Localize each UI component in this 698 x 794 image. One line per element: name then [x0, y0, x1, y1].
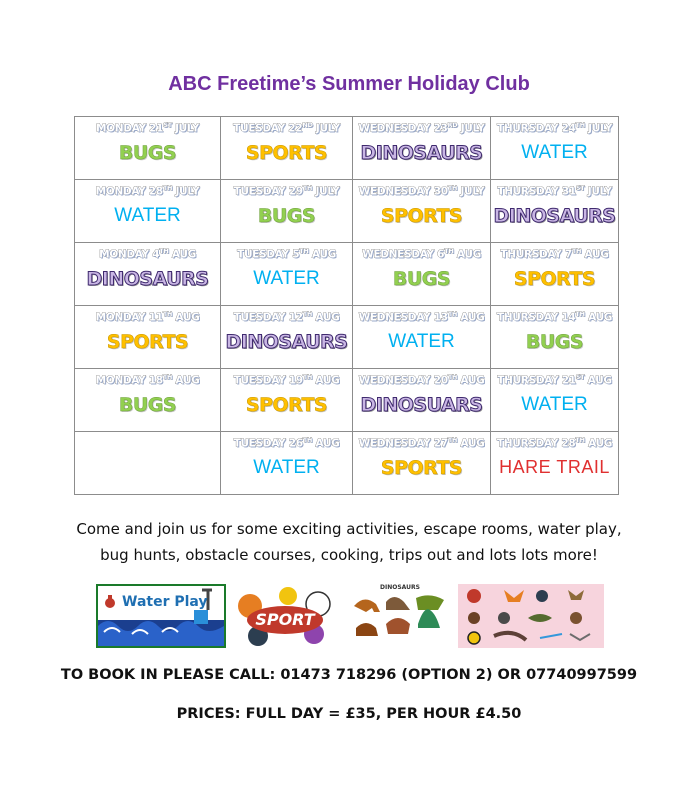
day-label: MONDAY 28TH JULY — [95, 184, 200, 198]
blurb-line-1: Come and join us for some exciting activities, escape rooms, water play, — [76, 520, 622, 538]
schedule-cell — [353, 432, 491, 495]
activity-theme: BUGS — [118, 393, 177, 416]
activity-theme: SPORTS — [513, 267, 596, 290]
day-label: TUESDAY 29TH JULY — [233, 184, 340, 198]
schedule-cell — [353, 306, 491, 369]
schedule-cell — [75, 117, 221, 180]
day-label: THURSDAY 7TH AUG — [500, 247, 609, 261]
activity-theme: BUGS — [257, 204, 316, 227]
blurb-line-2: bug hunts, obstacle courses, cooking, trips out and lots lots more! — [100, 546, 598, 564]
schedule-cell — [491, 306, 619, 369]
day-label: TUESDAY 26TH AUG — [233, 436, 340, 450]
schedule-cell — [75, 432, 221, 495]
schedule-cell — [75, 306, 221, 369]
day-label: THURSDAY 28TH AUG — [496, 436, 613, 450]
schedule-cell — [491, 180, 619, 243]
bugs-graphic — [458, 584, 604, 648]
activity-theme: WATER — [388, 330, 455, 352]
activity-theme: WATER — [253, 267, 320, 289]
schedule-cell — [221, 432, 353, 495]
day-label: WEDNESDAY 6TH AUG — [362, 247, 481, 261]
schedule-cell — [75, 243, 221, 306]
activity-theme: SPORTS — [245, 141, 328, 164]
activity-theme: DINOSAURS — [86, 267, 209, 290]
schedule-cell — [353, 369, 491, 432]
day-label: MONDAY 11TH AUG — [95, 310, 200, 324]
bugs-image — [458, 584, 604, 648]
schedule-cell — [491, 432, 619, 495]
day-label: WEDNESDAY 27TH AUG — [358, 436, 485, 450]
schedule-cell — [491, 117, 619, 180]
schedule-cell — [221, 306, 353, 369]
water-play-label: Water Play — [122, 594, 208, 610]
schedule-cell — [353, 243, 491, 306]
schedule-row — [75, 432, 619, 495]
schedule-row — [75, 117, 619, 180]
activity-images — [96, 584, 604, 650]
activity-theme: WATER — [114, 204, 181, 226]
sport-label: SPORT — [255, 610, 315, 629]
activity-theme: HARE TRAIL — [499, 456, 610, 477]
page-title: ABC Freetime’s Summer Holiday Club — [168, 73, 530, 95]
day-label: TUESDAY 5TH AUG — [237, 247, 336, 261]
schedule-cell — [353, 117, 491, 180]
booking-info: TO BOOK IN PLEASE CALL: 01473 718296 (OPTION 2) OR 07740997599 — [60, 667, 638, 683]
activity-theme: WATER — [253, 456, 320, 478]
activity-theme: BUGS — [525, 330, 584, 353]
schedule-cell — [491, 369, 619, 432]
activity-theme: SPORTS — [380, 204, 463, 227]
day-label: WEDNESDAY 13TH AUG — [358, 310, 485, 324]
water-play-image — [96, 584, 226, 648]
schedule-row — [75, 180, 619, 243]
day-label: THURSDAY 14TH AUG — [496, 310, 613, 324]
schedule-cell — [491, 243, 619, 306]
activity-theme: DINOSAURS — [493, 204, 616, 227]
dinosaurs-label: DINOSAURS — [380, 584, 420, 591]
activity-theme: SPORTS — [245, 393, 328, 416]
day-label: TUESDAY 22ND JULY — [233, 121, 340, 135]
schedule-cell — [75, 369, 221, 432]
sport-image — [230, 584, 340, 648]
activity-theme: SPORTS — [380, 456, 463, 479]
schedule-cell — [221, 369, 353, 432]
schedule-cell — [353, 180, 491, 243]
activity-theme: BUGS — [392, 267, 451, 290]
prices-info: PRICES: FULL DAY = £35, PER HOUR £4.50 — [176, 706, 522, 722]
day-label: WEDNESDAY 30TH JULY — [358, 184, 485, 198]
schedule-row — [75, 306, 619, 369]
day-label: WEDNESDAY 23RD JULY — [358, 121, 485, 135]
activity-theme: BUGS — [118, 141, 177, 164]
day-label: TUESDAY 19TH AUG — [233, 373, 340, 387]
schedule-row — [75, 369, 619, 432]
activity-theme: WATER — [521, 393, 588, 415]
day-label: THURSDAY 24TH JULY — [496, 121, 613, 135]
day-label: THURSDAY 31ST JULY — [497, 184, 612, 198]
schedule-cell — [221, 180, 353, 243]
day-label: MONDAY 18TH AUG — [95, 373, 200, 387]
activity-theme: DINOSUARS — [360, 393, 483, 416]
day-label: MONDAY 4TH AUG — [99, 247, 196, 261]
activity-theme: SPORTS — [106, 330, 189, 353]
activity-theme: WATER — [521, 141, 588, 163]
dinosaurs-image — [346, 584, 452, 648]
day-label: TUESDAY 12TH AUG — [233, 310, 340, 324]
schedule-row — [75, 243, 619, 306]
schedule-table — [74, 116, 619, 495]
schedule-cell — [221, 117, 353, 180]
activity-theme: DINOSAURS — [225, 330, 348, 353]
schedule-cell — [221, 243, 353, 306]
day-label: THURSDAY 21ST AUG — [497, 373, 612, 387]
activity-theme: DINOSAURS — [360, 141, 483, 164]
day-label: WEDNESDAY 20TH AUG — [358, 373, 485, 387]
day-label: MONDAY 21ST JULY — [96, 121, 199, 135]
dinosaurs-graphic — [346, 584, 452, 648]
schedule-cell — [75, 180, 221, 243]
